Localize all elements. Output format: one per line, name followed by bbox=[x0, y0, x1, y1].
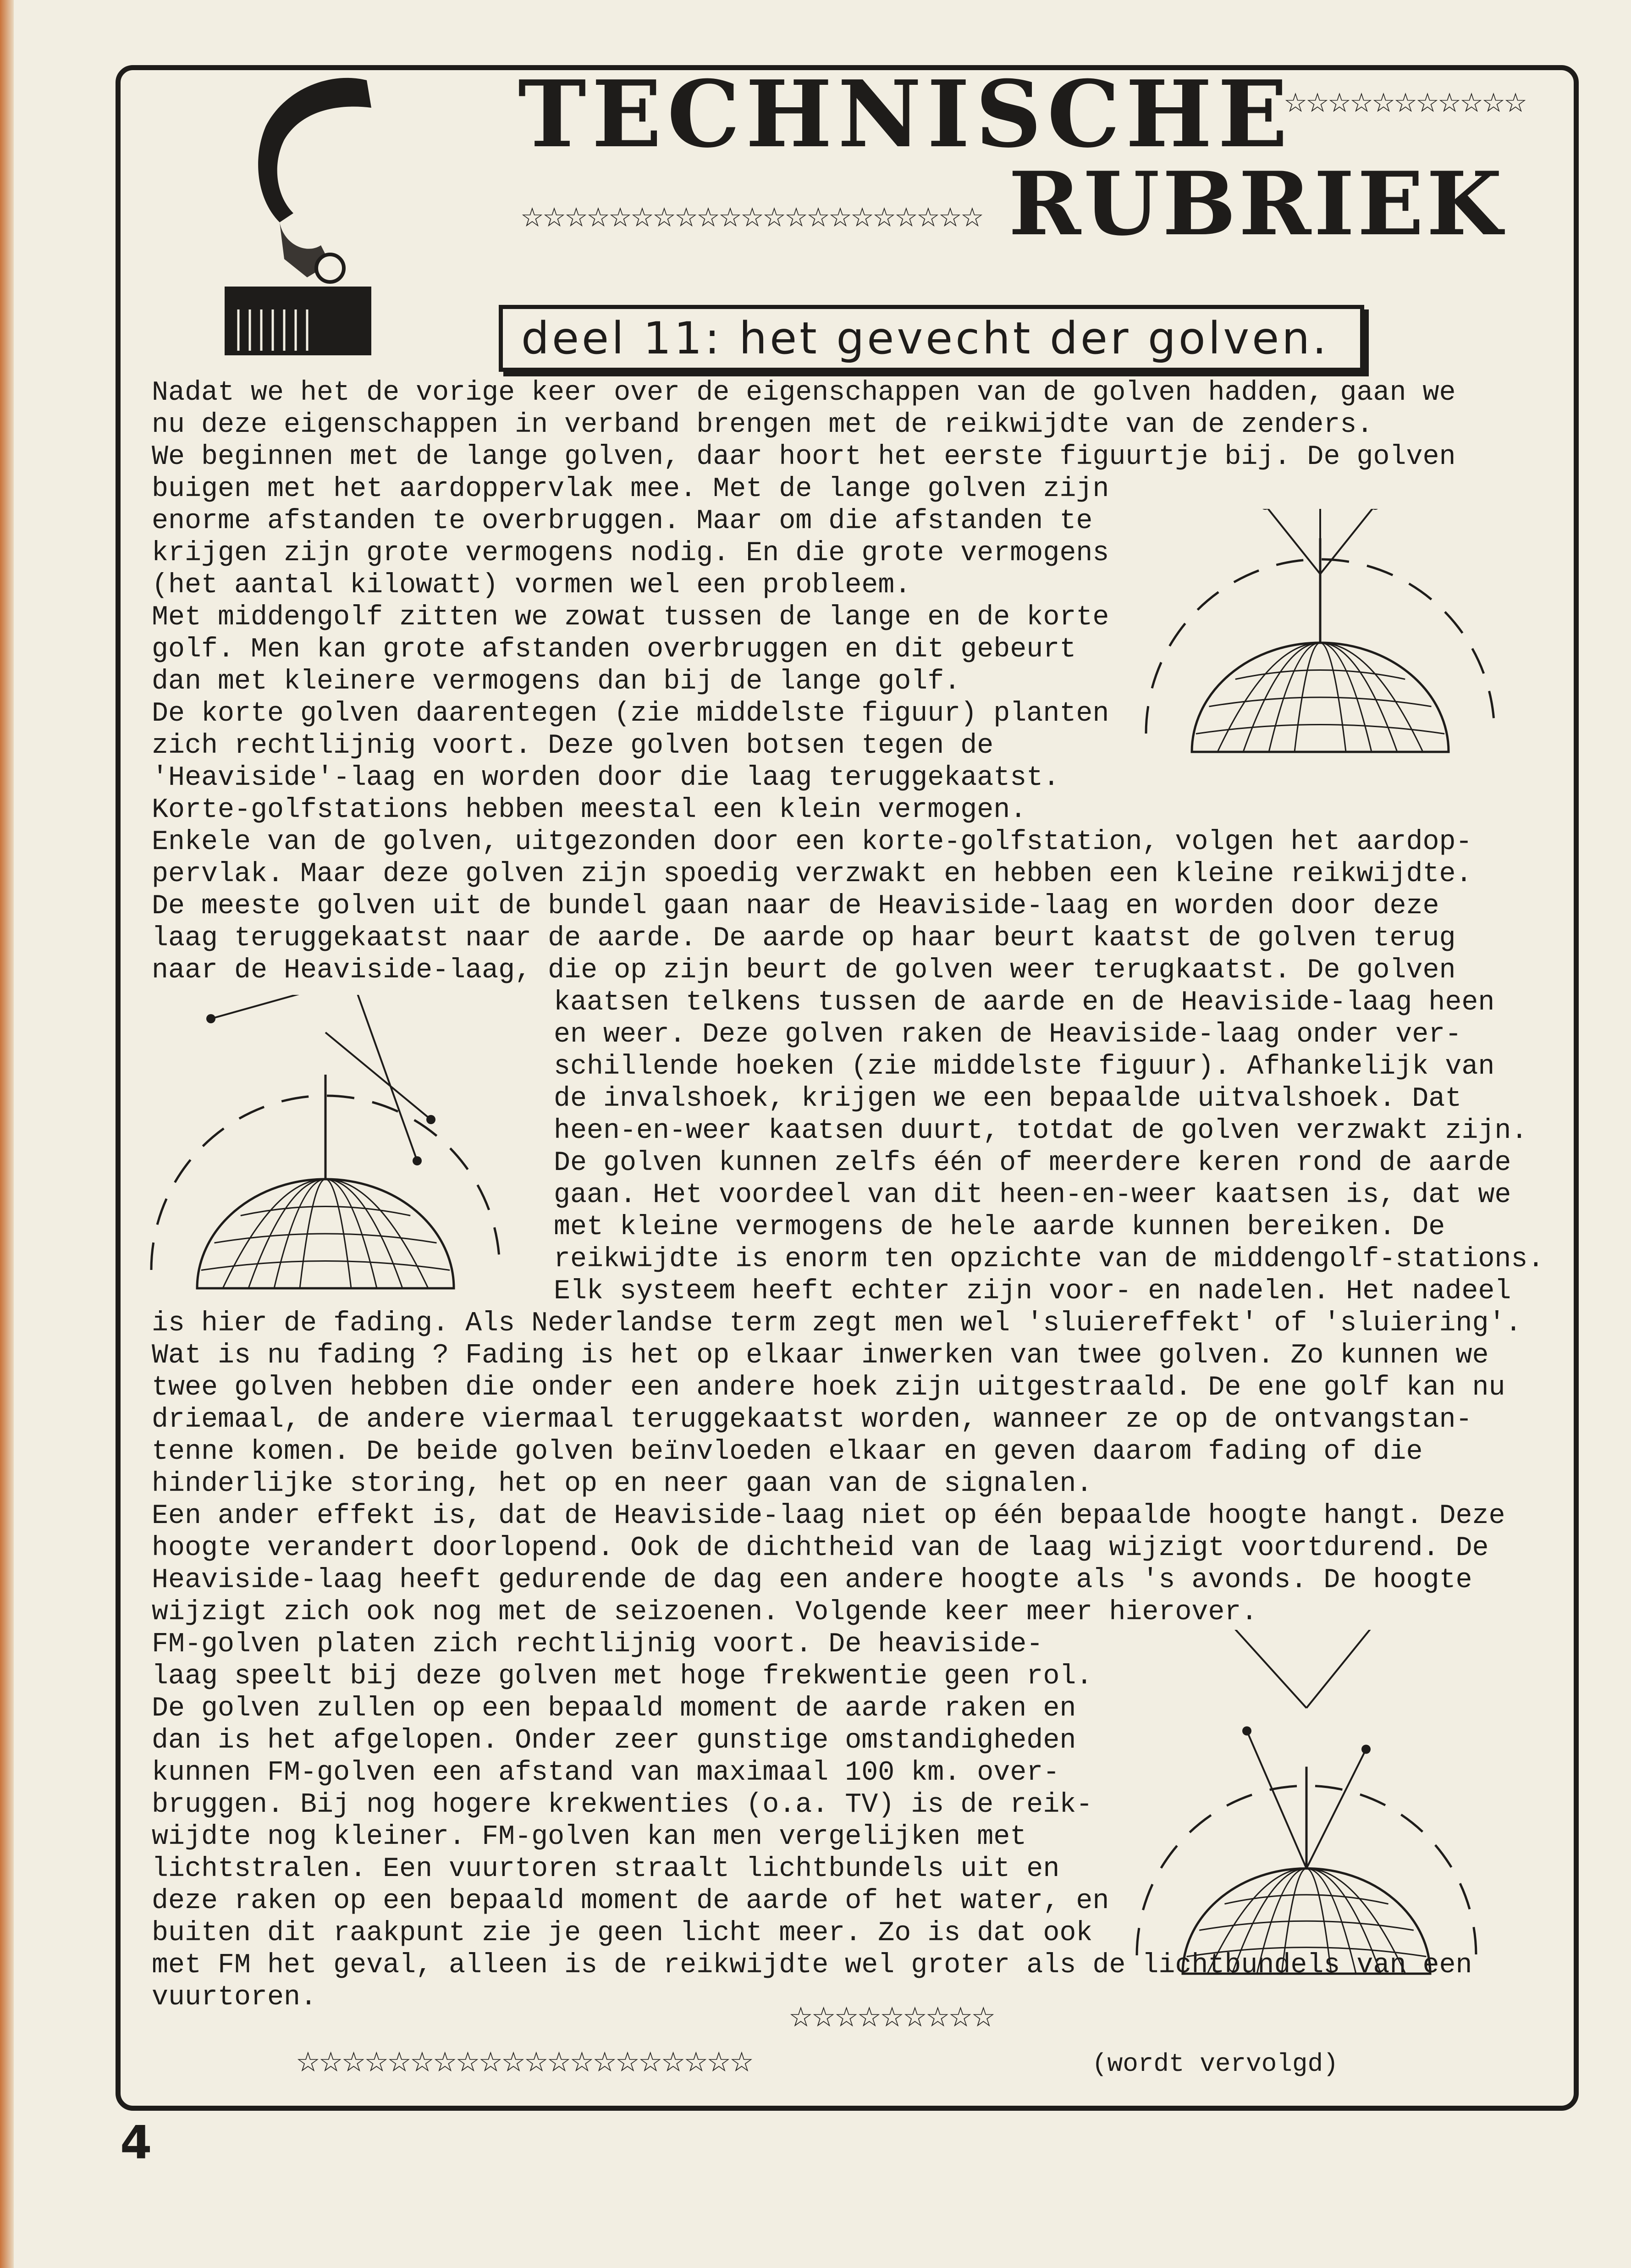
text-line: Elk systeem heeft echter zijn voor- en nadelen. Het nadeel bbox=[554, 1276, 1511, 1307]
globe-parallel bbox=[1196, 725, 1444, 734]
text-line: Heaviside-laag heeft gedurende de dag een andere hoogte als 's avonds. De hoogte bbox=[152, 1565, 1472, 1596]
text-line: wijdte nog kleiner. FM-golven kan men vergelijken met bbox=[152, 1821, 1027, 1853]
text-line: golf. Men kan grote afstanden overbruggen en dit gebeurt bbox=[152, 634, 1076, 665]
text-line: reikwijdte is enorm ten opzichte van de middengolf-stations. bbox=[554, 1244, 1544, 1275]
stars-decoration-mid: ☆☆☆☆☆☆☆☆☆☆☆☆☆☆☆☆☆☆☆☆☆ bbox=[520, 202, 982, 233]
text-line: pervlak. Maar deze golven zijn spoedig verzwakt en hebben een kleine reikwijdte. bbox=[152, 859, 1472, 890]
text-line: met FM het geval, alleen is de reikwijdte wel groter als de lichtbundels van een bbox=[152, 1950, 1472, 1981]
arrow-head-icon bbox=[206, 1014, 215, 1023]
page-number: 4 bbox=[120, 2116, 152, 2169]
page-edge bbox=[0, 0, 14, 2268]
text-line: kaatsen telkens tussen de aarde en de Heaviside-laag heen bbox=[554, 987, 1495, 1018]
text-line: enorme afstanden te overbruggen. Maar om die afstanden te bbox=[152, 506, 1093, 537]
text-line: en weer. Deze golven raken de Heaviside-laag onder ver- bbox=[554, 1019, 1462, 1050]
globe-parallel bbox=[1187, 1948, 1427, 1957]
text-line: De korte golven daarentegen (zie middelste figuur) planten bbox=[152, 698, 1109, 729]
text-line: is hier de fading. Als Nederlandse term zegt men wel 'sluiereffekt' of 'sluiering'. bbox=[152, 1308, 1522, 1339]
text-line: dan met kleinere vermogens dan bij de lange golf. bbox=[152, 666, 961, 697]
figure-long-wave-globe bbox=[1128, 509, 1513, 761]
text-line: kunnen FM-golven een afstand van maximaal 100 km. over- bbox=[152, 1757, 1060, 1788]
text-line: Een ander effekt is, dat de Heaviside-laag niet op één bepaalde hoogte hangt. Deze bbox=[152, 1501, 1505, 1532]
text-line: hinderlijke storing, het op en neer gaan van de signalen. bbox=[152, 1468, 1093, 1500]
text-line: zich rechtlijnig voort. Deze golven botsen tegen de bbox=[152, 730, 994, 762]
text-line: de invalshoek, krijgen we een bepaalde uitvalshoek. Dat bbox=[554, 1083, 1462, 1115]
wave-ray bbox=[1306, 1630, 1384, 1708]
text-line: schillende hoeken (zie middelste figuur). Afhankelijk van bbox=[554, 1051, 1495, 1082]
title-rubriek: RUBRIEK bbox=[1008, 153, 1505, 255]
text-line: met kleine vermogens de hele aarde kunnen bereiken. De bbox=[554, 1212, 1445, 1243]
gramophone-logo bbox=[215, 71, 385, 355]
text-line: Wat is nu fading ? Fading is het op elkaar inwerken van twee golven. Zo kunnen we bbox=[152, 1340, 1489, 1371]
figure-short-wave-globe bbox=[133, 995, 518, 1293]
arrow-head-icon bbox=[1361, 1745, 1371, 1754]
text-line: FM-golven platen zich rechtlijnig voort. De heaviside- bbox=[152, 1629, 1043, 1660]
text-line: lichtstralen. Een vuurtoren straalt lichtbundels uit en bbox=[152, 1854, 1060, 1885]
to-be-continued: (wordt vervolgd) bbox=[1092, 2049, 1339, 2079]
article-subtitle: deel 11: het gevecht der golven. bbox=[499, 305, 1364, 372]
text-line: nu deze eigenschappen in verband brengen met de reikwijdte van de zenders. bbox=[152, 409, 1373, 441]
text-line: twee golven hebben die onder een andere hoek zijn uitgestraald. De ene golf kan nu bbox=[152, 1372, 1505, 1403]
text-line: laag speelt bij deze golven met hoge frekwentie geen rol. bbox=[152, 1661, 1093, 1692]
arrow-head-icon bbox=[1242, 1727, 1251, 1736]
text-line: deze raken op een bepaald moment de aarde of het water, en bbox=[152, 1886, 1109, 1917]
stars-decoration-bottom: ☆☆☆☆☆☆☆☆☆☆☆☆☆☆☆☆☆☆☆☆ bbox=[296, 2046, 752, 2078]
arrow-head-icon bbox=[413, 1156, 422, 1165]
text-line: bruggen. Bij nog hogere krekwenties (o.a. TV) is de reik- bbox=[152, 1789, 1093, 1821]
wave-ray bbox=[1306, 1749, 1366, 1869]
text-line: wijzigt zich ook nog met de seizoenen. Volgende keer meer hierover. bbox=[152, 1597, 1258, 1628]
text-line: Korte-golfstations hebben meestal een klein vermogen. bbox=[152, 795, 1027, 826]
stars-decoration-top: ☆☆☆☆☆☆☆☆☆☆☆ bbox=[1284, 87, 1526, 118]
text-line: De golven kunnen zelfs één of meerdere keren rond de aarde bbox=[554, 1148, 1511, 1179]
wave-ray bbox=[325, 1032, 431, 1120]
text-line: laag teruggekaatst naar de aarde. De aarde op haar beurt kaatst de golven terug bbox=[152, 923, 1456, 954]
text-line: Nadat we het de vorige keer over de eigenschappen van de golven hadden, gaan we bbox=[152, 377, 1456, 408]
figure-fm-wave-globe bbox=[1119, 1630, 1494, 1978]
text-line: Enkele van de golven, uitgezonden door een korte-golfstation, volgen het aardop- bbox=[152, 827, 1472, 858]
text-line: De golven zullen op een bepaald moment de aarde raken en bbox=[152, 1693, 1076, 1724]
wave-ray bbox=[348, 995, 417, 1161]
text-line: heen-en-weer kaatsen duurt, totdat de golven verzwakt zijn. bbox=[554, 1115, 1528, 1147]
text-line: gaan. Het voordeel van dit heen-en-weer kaatsen is, dat we bbox=[554, 1180, 1511, 1211]
wave-ray bbox=[1219, 1630, 1306, 1708]
arrow-head-icon bbox=[426, 1115, 435, 1124]
text-line: We beginnen met de lange golven, daar hoort het eerste figuurtje bij. De golven bbox=[152, 441, 1456, 473]
text-line: krijgen zijn grote vermogens nodig. En die grote vermogens bbox=[152, 538, 1109, 569]
wave-ray bbox=[211, 995, 325, 1019]
text-line: dan is het afgelopen. Onder zeer gunstige omstandigheden bbox=[152, 1725, 1076, 1756]
globe-parallel bbox=[1235, 670, 1405, 679]
text-line: vuurtoren. bbox=[152, 1982, 317, 2013]
globe-parallel bbox=[201, 1261, 450, 1270]
text-line: buigen met het aardoppervlak mee. Met de lange golven zijn bbox=[152, 474, 1109, 505]
text-line: naar de Heaviside-laag, die op zijn beurt de golven weer terugkaatst. De golven bbox=[152, 955, 1456, 986]
text-line: Met middengolf zitten we zowat tussen de lange en de korte bbox=[152, 602, 1109, 633]
wave-ray bbox=[1320, 509, 1375, 574]
text-line: driemaal, de andere viermaal teruggekaatst worden, wanneer ze op de ontvangstan- bbox=[152, 1404, 1472, 1435]
wave-ray bbox=[1265, 509, 1320, 574]
text-line: 'Heaviside'-laag en worden door die laag teruggekaatst. bbox=[152, 762, 1060, 794]
text-line: buiten dit raakpunt zie je geen licht meer. Zo is dat ook bbox=[152, 1918, 1093, 1949]
text-line: (het aantal kilowatt) vormen wel een probleem. bbox=[152, 570, 911, 601]
globe-parallel bbox=[241, 1207, 410, 1216]
wave-ray bbox=[1247, 1731, 1306, 1869]
globe-parallel bbox=[1224, 1895, 1388, 1904]
text-line: tenne komen. De beide golven beïnvloeden elkaar en geven daarom fading of die bbox=[152, 1436, 1423, 1468]
stars-decoration-center: ☆☆☆☆☆☆☆☆☆ bbox=[788, 2001, 994, 2033]
text-line: De meeste golven uit de bundel gaan naar de Heaviside-laag en worden door deze bbox=[152, 891, 1439, 922]
title-technische: TECHNISCHE bbox=[518, 61, 1293, 168]
text-line: hoogte verandert doorlopend. Ook de dichtheid van de laag wijzigt voortdurend. De bbox=[152, 1533, 1489, 1564]
